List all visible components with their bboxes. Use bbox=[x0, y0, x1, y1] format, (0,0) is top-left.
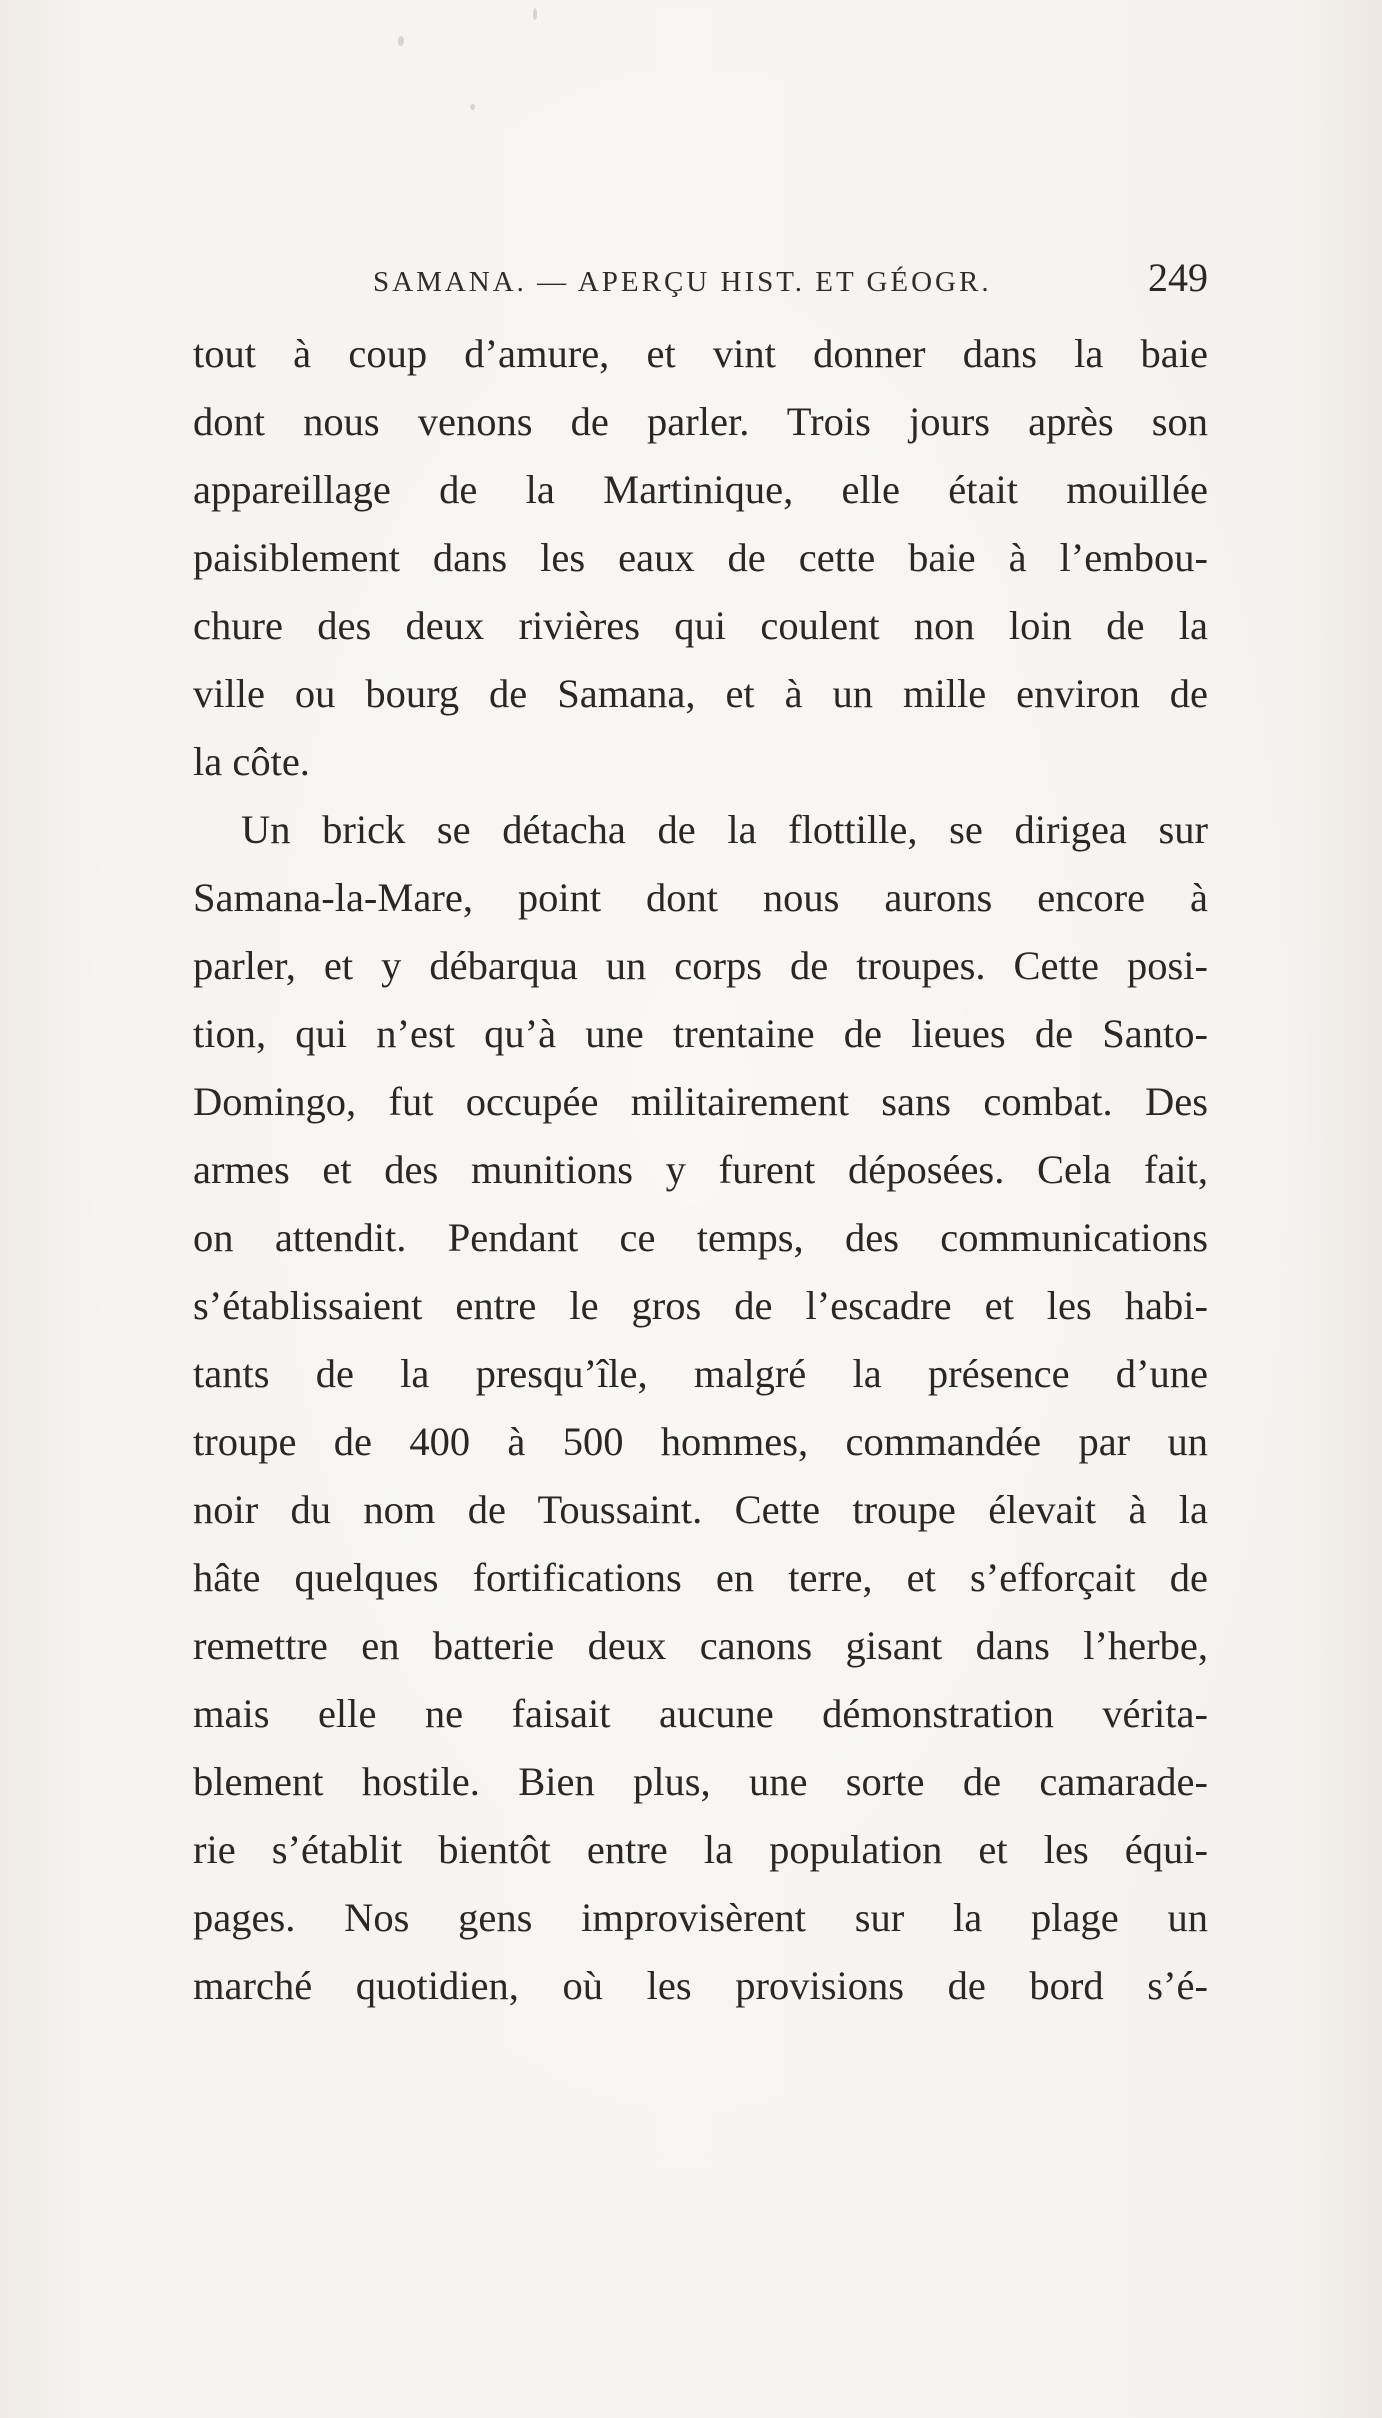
text-line: Samana-la-Mare, point dont nous aurons encore à bbox=[193, 875, 1208, 920]
paper-speck bbox=[470, 104, 475, 110]
text-line: parler, et y débarqua un corps de troupes. Cette posi- bbox=[193, 943, 1208, 988]
text-line: armes et des munitions y furent déposées. Cela fait, bbox=[193, 1147, 1208, 1192]
text-line: remettre en batterie deux canons gisant dans l’herbe, bbox=[193, 1623, 1208, 1668]
text-line: paisiblement dans les eaux de cette baie à l’embou- bbox=[193, 535, 1208, 580]
text-line: la côte. bbox=[193, 739, 310, 784]
text-line: rie s’établit bientôt entre la population et les équi- bbox=[193, 1827, 1208, 1872]
paragraph-first-line: Un brick se détacha de la flottille, se dirigea sur bbox=[241, 807, 1208, 852]
text-line: chure des deux rivières qui coulent non loin de la bbox=[193, 603, 1208, 648]
text-line: noir du nom de Toussaint. Cette troupe élevait à la bbox=[193, 1487, 1208, 1532]
text-line: tout à coup d’amure, et vint donner dans la baie bbox=[193, 331, 1208, 376]
page-header bbox=[193, 252, 1208, 312]
text-line: Domingo, fut occupée militairement sans combat. Des bbox=[193, 1079, 1208, 1124]
text-line: tants de la presqu’île, malgré la présence d’une bbox=[193, 1351, 1208, 1396]
body-text bbox=[193, 320, 1208, 2020]
text-line: troupe de 400 à 500 hommes, commandée par un bbox=[193, 1419, 1208, 1464]
running-head: SAMANA. — APERÇU HIST. ET GÉOGR. bbox=[373, 266, 992, 298]
text-line: blement hostile. Bien plus, une sorte de camarade- bbox=[193, 1759, 1208, 1804]
text-line: s’établissaient entre le gros de l’escadre et les habi- bbox=[193, 1283, 1208, 1328]
text-line: dont nous venons de parler. Trois jours après son bbox=[193, 399, 1208, 444]
text-line: marché quotidien, où les provisions de bord s’é- bbox=[193, 1963, 1208, 2008]
page-number: 249 bbox=[1148, 255, 1208, 300]
text-line: pages. Nos gens improvisèrent sur la plage un bbox=[193, 1895, 1208, 1940]
text-line: on attendit. Pendant ce temps, des communications bbox=[193, 1215, 1208, 1260]
paper-speck bbox=[398, 36, 404, 46]
text-line: ville ou bourg de Samana, et à un mille environ de bbox=[193, 671, 1208, 716]
text-line: hâte quelques fortifications en terre, et s’efforçait de bbox=[193, 1555, 1208, 1600]
text-line: tion, qui n’est qu’à une trentaine de lieues de Santo- bbox=[193, 1011, 1208, 1056]
paper-speck bbox=[533, 8, 537, 20]
text-line: appareillage de la Martinique, elle était mouillée bbox=[193, 467, 1208, 512]
text-line: mais elle ne faisait aucune démonstration vérita- bbox=[193, 1691, 1208, 1736]
